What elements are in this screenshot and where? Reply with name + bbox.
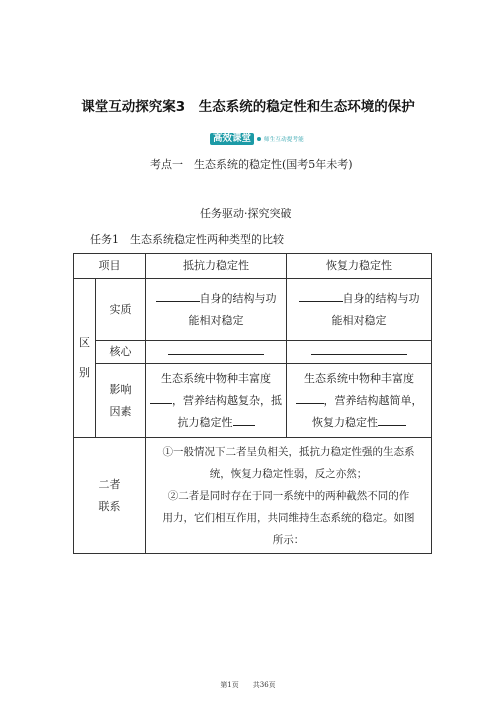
qubie-label: 区别 xyxy=(79,336,90,379)
hexin-label: 核心 xyxy=(96,341,146,364)
cell-text: 因素 xyxy=(109,404,132,418)
cell-text: 生态系统中物种丰富度 xyxy=(161,371,271,385)
cell-text: 用力，它们相互作用，共同维持生态系统的稳定。如图 xyxy=(162,511,415,524)
yingxiang-label xyxy=(96,364,146,438)
page-title: 课堂互动探究案3 生态系统的稳定性和生态环境的保护 xyxy=(81,99,415,115)
yingxiang-recover xyxy=(287,364,432,438)
cell-text: 所示： xyxy=(272,533,305,546)
task1-heading: 任务1 生态系统稳定性两种类型的比较 xyxy=(90,233,284,246)
cell-text: 恢复力稳定性 xyxy=(312,415,378,429)
table-row xyxy=(74,438,432,554)
table-header-row xyxy=(74,254,432,279)
comparison-table xyxy=(73,253,432,554)
hexin-recover xyxy=(287,341,432,364)
renwu-heading: 任务驱动·探究突破 xyxy=(200,207,292,220)
qubie-cell xyxy=(74,279,96,438)
cell-text: 联系 xyxy=(98,499,121,513)
banner-label: 高效课堂 xyxy=(210,133,254,145)
cell-text: 生态系统中物种丰富度 xyxy=(304,371,414,385)
shizhi-resist xyxy=(146,279,287,341)
bullet-icon xyxy=(257,137,261,141)
table-row xyxy=(74,279,432,341)
answer-blank[interactable] xyxy=(150,391,172,404)
cell-text: 二者 xyxy=(98,477,121,491)
answer-blank[interactable] xyxy=(378,413,406,426)
cell-text: 统，恢复力稳定性弱，反之亦然； xyxy=(209,467,368,480)
cell-text: 抗力稳定性 xyxy=(177,415,233,429)
header-recover: 恢复力稳定性 xyxy=(287,254,432,279)
table-row xyxy=(74,364,432,438)
section-banner xyxy=(210,133,304,145)
kaodian-heading: 考点一 生态系统的稳定性(国考5年未考) xyxy=(150,158,353,171)
table-row xyxy=(74,341,432,364)
lianxi-label xyxy=(74,438,146,554)
cell-text: 能相对稳定 xyxy=(331,313,387,327)
cell-text: ，营养结构越简单， xyxy=(323,393,423,407)
shizhi-recover xyxy=(287,279,432,341)
answer-blank[interactable] xyxy=(168,342,264,355)
shizhi-label: 实质 xyxy=(96,279,146,341)
cell-text: 自身的结构与功 xyxy=(199,291,277,305)
cell-text: ①一般情况下二者呈负相关，抵抗力稳定性强的生态系 xyxy=(162,445,415,458)
cell-text: ②二者是同时存在于同一系统中的两种截然不同的作 xyxy=(167,489,410,502)
answer-blank[interactable] xyxy=(156,289,200,302)
answer-blank[interactable] xyxy=(296,391,324,404)
hexin-resist xyxy=(146,341,287,364)
header-resist: 抵抗力稳定性 xyxy=(146,254,287,279)
header-item: 项目 xyxy=(74,254,146,279)
cell-text: 影响 xyxy=(109,382,132,396)
answer-blank[interactable] xyxy=(233,413,255,426)
page-footer: 第1页 共36页 xyxy=(220,681,276,689)
cell-text: 自身的结构与功 xyxy=(342,291,420,305)
lianxi-content xyxy=(146,438,432,554)
banner-subtitle: 师生互动提考能 xyxy=(264,137,304,143)
answer-blank[interactable] xyxy=(311,342,407,355)
cell-text: 能相对稳定 xyxy=(188,313,244,327)
answer-blank[interactable] xyxy=(299,289,343,302)
yingxiang-resist xyxy=(146,364,287,438)
cell-text: ，营养结构越复杂，抵 xyxy=(172,393,282,407)
